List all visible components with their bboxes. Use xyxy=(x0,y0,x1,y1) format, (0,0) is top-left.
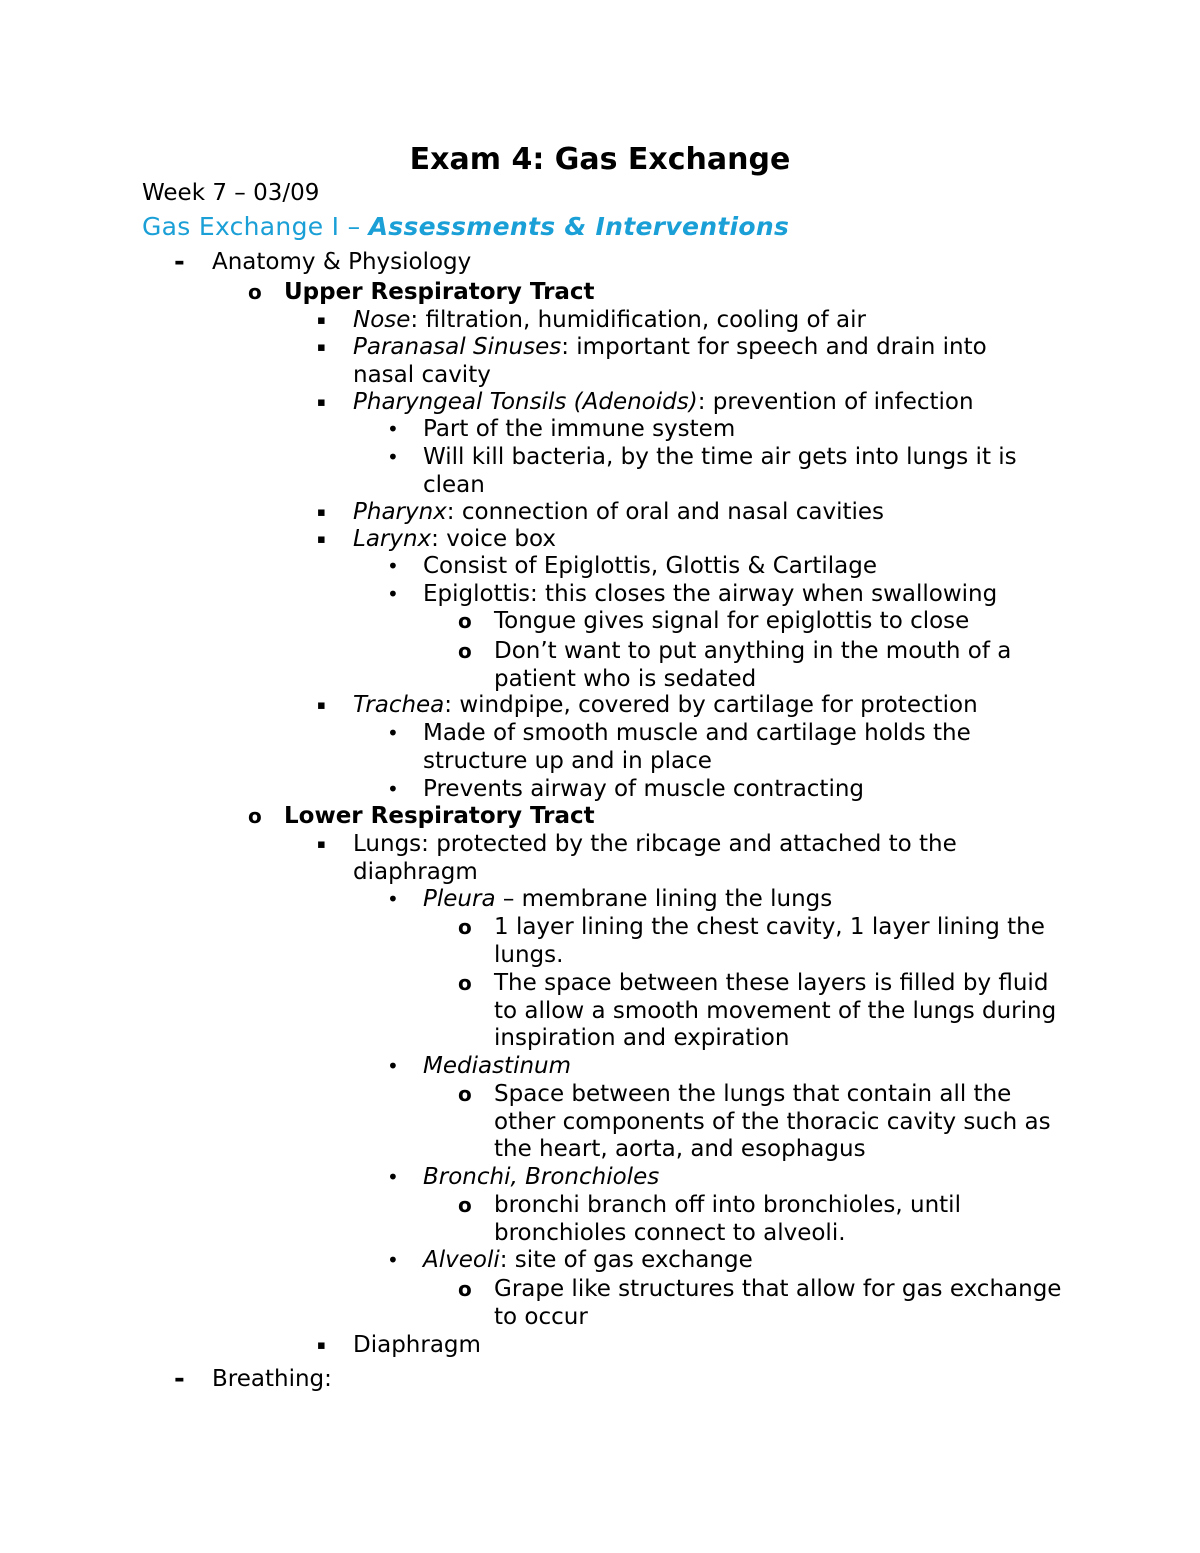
item-text: The space between these layers is filled by fluid to allow a smooth movement of the lungs during inspiration and expiration xyxy=(494,970,1057,1051)
list-item xyxy=(458,608,1064,636)
item-text: Prevents airway of muscle contracting xyxy=(423,776,865,802)
square-bullet-icon: ▪ xyxy=(317,313,326,328)
term: Nose xyxy=(353,307,411,333)
square-bullet-icon: ▪ xyxy=(317,698,326,713)
dot-bullet-icon: • xyxy=(387,887,399,911)
list-item xyxy=(387,1053,1043,1081)
item-text: Diaphragm xyxy=(353,1332,481,1358)
dash-bullet-icon: - xyxy=(174,247,185,277)
item-text: : windpipe, covered by cartilage for protection xyxy=(444,692,978,718)
list-item xyxy=(458,1192,1064,1247)
item-text: Anatomy & Physiology xyxy=(212,249,472,275)
list-item xyxy=(317,692,1013,720)
term: Larynx xyxy=(353,526,432,552)
list-item xyxy=(387,1164,1043,1192)
item-text: – membrane lining the lungs xyxy=(495,886,833,912)
list-item xyxy=(458,1276,1064,1331)
item-text: 1 layer lining the chest cavity, 1 layer lining the lungs. xyxy=(494,914,1045,968)
circle-bullet-icon: o xyxy=(458,609,472,633)
term: Trachea xyxy=(353,692,445,718)
list-item xyxy=(317,334,1013,389)
item-text: Tongue gives signal for epiglottis to close xyxy=(494,608,970,634)
circle-bullet-icon: o xyxy=(248,804,262,828)
circle-bullet-icon: o xyxy=(458,915,472,939)
list-item xyxy=(317,307,1013,335)
dot-bullet-icon: • xyxy=(387,721,399,745)
dot-bullet-icon: • xyxy=(387,777,399,801)
item-text: : voice box xyxy=(431,526,556,552)
item-text: Grape like structures that allow for gas exchange to occur xyxy=(494,1276,1062,1330)
list-item xyxy=(387,1247,1043,1275)
term: Pharyngeal Tonsils (Adenoids) xyxy=(353,389,698,415)
list-item xyxy=(248,279,1144,307)
list-item xyxy=(317,1332,1013,1360)
circle-bullet-icon: o xyxy=(248,280,262,304)
dash-bullet-icon: - xyxy=(174,1364,185,1394)
list-item xyxy=(458,914,1064,969)
list-item xyxy=(248,803,1144,831)
item-text: : filtration, humidification, cooling of air xyxy=(410,307,866,333)
item-text: Breathing: xyxy=(212,1366,332,1392)
item-text: Consist of Epiglottis, Glottis & Cartilage xyxy=(423,553,877,579)
item-text: : important for speech and drain into nasal cavity xyxy=(353,334,987,388)
item-text: Lungs: protected by the ribcage and attached to the diaphragm xyxy=(353,831,957,885)
list-item xyxy=(317,831,1013,886)
dot-bullet-icon: • xyxy=(387,417,399,441)
list-item xyxy=(387,416,1043,444)
item-text: Epiglottis: this closes the airway when swallowing xyxy=(423,581,998,607)
circle-bullet-icon: o xyxy=(458,1082,472,1106)
dot-bullet-icon: • xyxy=(387,445,399,469)
item-text: Don’t want to put anything in the mouth of a patient who is sedated xyxy=(494,638,1012,692)
item-text: : site of gas exchange xyxy=(499,1247,753,1273)
term: Alveoli xyxy=(423,1247,500,1273)
list-item xyxy=(458,970,1064,1053)
section-heading xyxy=(142,210,789,244)
term: Bronchi, Bronchioles xyxy=(423,1164,660,1190)
square-bullet-icon: ▪ xyxy=(317,532,326,547)
heading-italic: Assessments & Interventions xyxy=(368,212,790,241)
item-text: : connection of oral and nasal cavities xyxy=(446,499,885,525)
list-item xyxy=(317,499,1013,527)
list-item xyxy=(387,553,1043,581)
dot-bullet-icon: • xyxy=(387,1248,399,1272)
list-item xyxy=(387,776,1043,804)
list-item xyxy=(387,886,1043,914)
term: Pharynx xyxy=(353,499,447,525)
circle-bullet-icon: o xyxy=(458,971,472,995)
list-item xyxy=(387,720,1043,775)
list-item xyxy=(387,581,1043,609)
square-bullet-icon: ▪ xyxy=(317,395,326,410)
list-item xyxy=(458,1081,1064,1164)
item-text: Part of the immune system xyxy=(423,416,736,442)
item-text: bronchi branch off into bronchioles, until bronchioles connect to alveoli. xyxy=(494,1192,961,1246)
page-title: Exam 4: Gas Exchange xyxy=(409,142,791,177)
list-item xyxy=(174,1364,1112,1394)
list-item xyxy=(317,526,1013,554)
dot-bullet-icon: • xyxy=(387,554,399,578)
item-text: Space between the lungs that contain all the other components of the thoracic cavity such as the heart, aorta, and esophagus xyxy=(494,1081,1051,1162)
square-bullet-icon: ▪ xyxy=(317,1338,326,1353)
item-text: Upper Respiratory Tract xyxy=(284,279,595,305)
list-item xyxy=(458,638,1064,693)
circle-bullet-icon: o xyxy=(458,639,472,663)
list-item xyxy=(174,247,1112,277)
dot-bullet-icon: • xyxy=(387,1165,399,1189)
circle-bullet-icon: o xyxy=(458,1277,472,1301)
list-item xyxy=(387,444,1043,499)
dot-bullet-icon: • xyxy=(387,582,399,606)
heading-plain: Gas Exchange I – xyxy=(142,212,369,241)
square-bullet-icon: ▪ xyxy=(317,837,326,852)
list-item xyxy=(317,389,1013,417)
item-text: Made of smooth muscle and cartilage holds the structure up and in place xyxy=(423,720,971,774)
square-bullet-icon: ▪ xyxy=(317,340,326,355)
term: Paranasal Sinuses xyxy=(353,334,562,360)
circle-bullet-icon: o xyxy=(458,1193,472,1217)
dot-bullet-icon: • xyxy=(387,1054,399,1078)
week-date: Week 7 – 03/09 xyxy=(142,180,320,206)
item-text: Lower Respiratory Tract xyxy=(284,803,595,829)
term: Pleura xyxy=(423,886,496,912)
square-bullet-icon: ▪ xyxy=(317,505,326,520)
item-text: Will kill bacteria, by the time air gets into lungs it is clean xyxy=(423,444,1017,498)
term: Mediastinum xyxy=(423,1053,572,1079)
item-text: : prevention of infection xyxy=(697,389,974,415)
